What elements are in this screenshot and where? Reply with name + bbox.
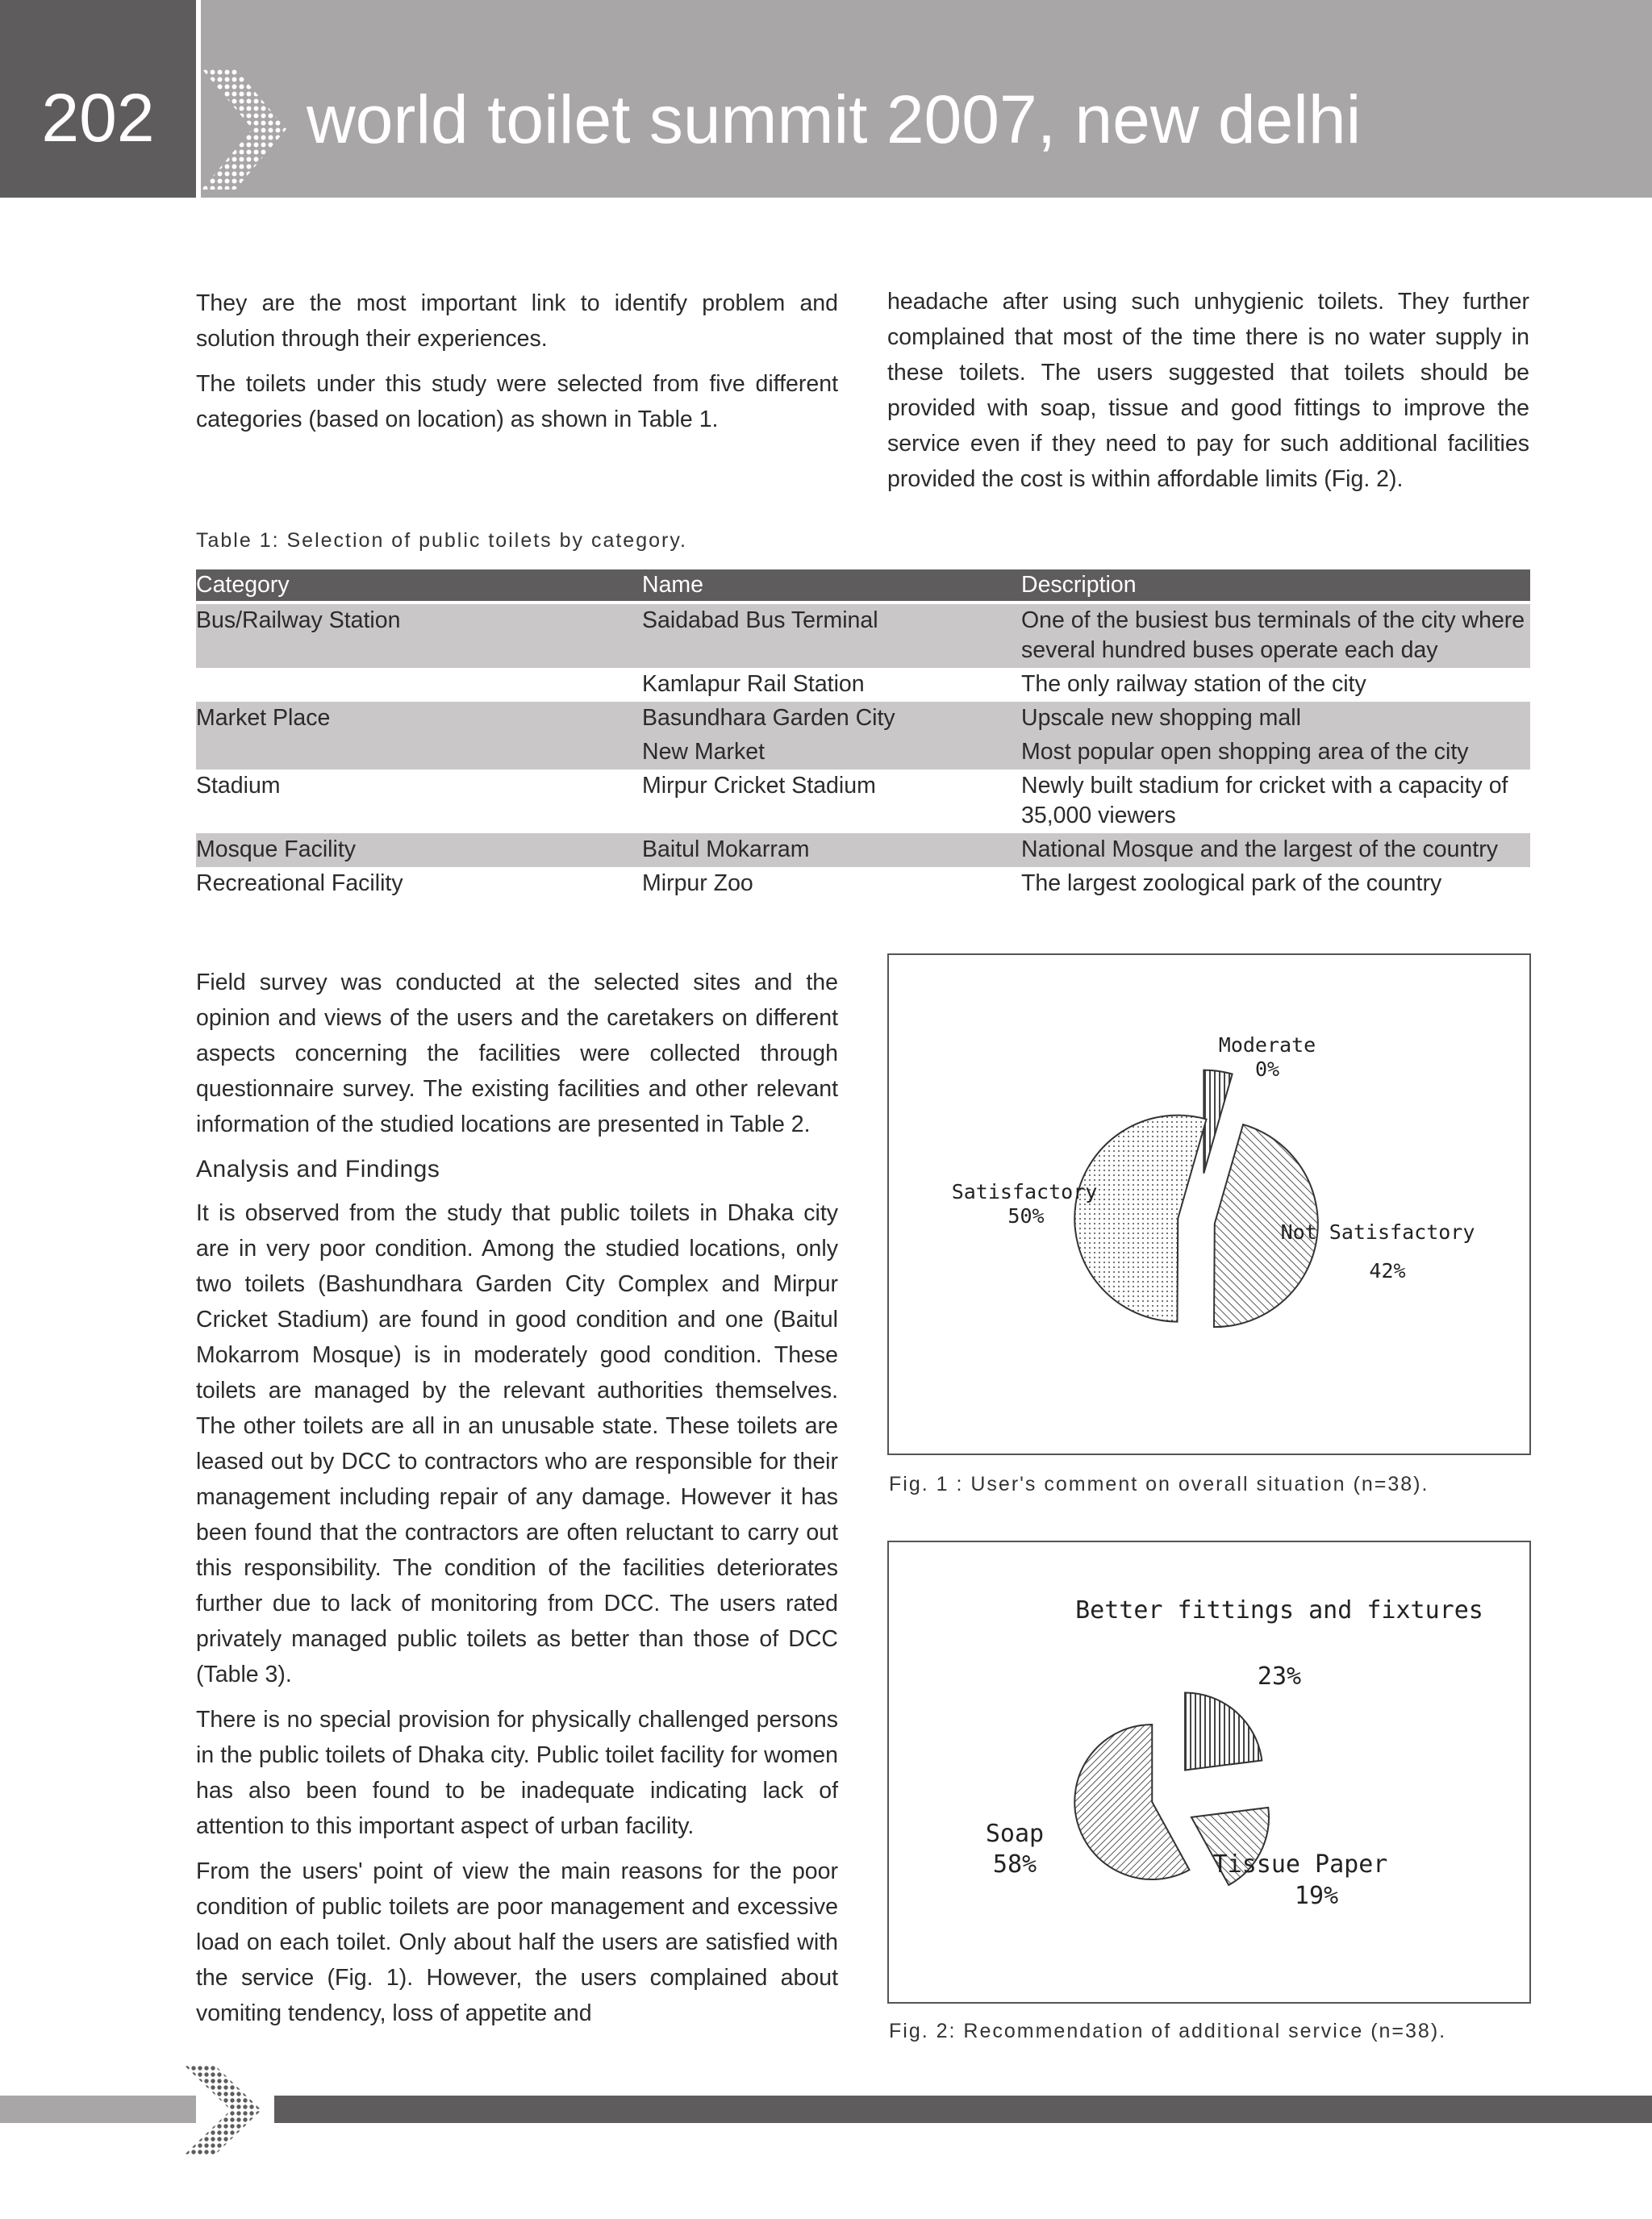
table-cell: Baitul Mokarram bbox=[642, 833, 1021, 867]
table-row bbox=[196, 668, 1530, 702]
table-cell bbox=[196, 668, 642, 702]
table-row bbox=[196, 736, 1530, 770]
slice-value-label: 23% bbox=[1257, 1662, 1302, 1691]
figure-1-frame bbox=[887, 953, 1531, 1455]
slice-label: Not Satisfactory bbox=[1280, 1220, 1475, 1244]
table-cell: Saidabad Bus Terminal bbox=[642, 603, 1021, 668]
table-row bbox=[196, 867, 1530, 901]
table-cell: National Mosque and the largest of the country bbox=[1021, 833, 1530, 867]
slice-value-label: 42% bbox=[1369, 1259, 1406, 1283]
chevron-icon bbox=[184, 2065, 265, 2155]
table-cell: Recreational Facility bbox=[196, 870, 403, 896]
figure-2-caption: Fig. 2: Recommendation of additional service (n=38). bbox=[889, 2020, 1447, 2042]
table-row bbox=[196, 833, 1530, 867]
pie-slice bbox=[1074, 1116, 1206, 1322]
body-paragraph: Field survey was conducted at the selected sites and the opinion and views of the users and the caretakers on different aspects concerning the facilities were collected through questionnaire survey. The existing facilities and other relevant information of the studied locations are presented in Table 2. bbox=[196, 970, 838, 1137]
chevron-icon bbox=[202, 69, 290, 190]
figure-2-pie-chart bbox=[889, 1542, 1529, 2002]
table-cell: One of the busiest bus terminals of the city where several hundred buses operate each day bbox=[1021, 603, 1530, 668]
table-cell: The largest zoological park of the country bbox=[1021, 870, 1442, 896]
table-cell: Bus/Railway Station bbox=[196, 603, 642, 668]
pie-slice bbox=[1204, 1070, 1232, 1174]
footer-bar-right bbox=[274, 2096, 1652, 2123]
table-cell: Kamlapur Rail Station bbox=[642, 671, 865, 697]
table-cell: Stadium bbox=[196, 773, 281, 799]
slice-label: Satisfactory bbox=[951, 1180, 1098, 1203]
page-number: 202 bbox=[41, 80, 155, 156]
figure-1-caption: Fig. 1 : User's comment on overall situation (n=38). bbox=[889, 1473, 1429, 1495]
pie-slice bbox=[1185, 1692, 1262, 1770]
slice-label: Tissue Paper bbox=[1212, 1850, 1388, 1879]
running-header-title: world toilet summit 2007, new delhi bbox=[307, 81, 1362, 157]
table-cell: Mirpur Cricket Stadium bbox=[642, 773, 876, 799]
slice-label: Soap bbox=[985, 1820, 1045, 1848]
table-cell: Market Place bbox=[196, 702, 642, 736]
table-cell: Most popular open shopping area of the city bbox=[1021, 736, 1530, 770]
table-cell: Mosque Facility bbox=[196, 833, 642, 867]
header-divider bbox=[196, 0, 201, 198]
intro-paragraph: They are the most important link to identify problem and solution through their experiences. bbox=[196, 290, 838, 352]
table-cell: Mirpur Zoo bbox=[642, 870, 753, 896]
table-header-row bbox=[196, 569, 1530, 603]
table-cell: New Market bbox=[642, 736, 1021, 770]
intro-paragraph: The toilets under this study were selected from five different categories (based on location) as shown in Table 1. bbox=[196, 371, 838, 432]
pie-slice bbox=[1074, 1725, 1189, 1879]
body-paragraph: It is observed from the study that public toilets in Dhaka city are in very poor condition. Among the studied locations, only two toilets (Bashundhara Garden City Complex and Mirpur Cricket Stadium) are found in good condition and one (Baitul Mokarrom Mosque) is in moderately good condition. These toilets are managed by the relevant authorities themselves. The other toilets are all in an unusable state. These toilets are leased out by DCC to contractors who are responsible for their management including repair of any damage. However it has been found that the contractors are often reluctant to carry out this responsibility. The condition of the facilities deteriorates further due to lack of monitoring from DCC. The users rated privately managed public toilets as better than those of DCC (Table 3). bbox=[196, 1200, 838, 1687]
table-header-cell: Description bbox=[1021, 569, 1530, 603]
table-cell bbox=[196, 736, 642, 770]
footer-bar-left bbox=[0, 2096, 196, 2123]
table-cell: Upscale new shopping mall bbox=[1021, 702, 1530, 736]
table-row bbox=[196, 770, 1530, 833]
body-left-column bbox=[196, 965, 838, 2041]
table-row bbox=[196, 702, 1530, 736]
slice-value-label: 0% bbox=[1254, 1057, 1280, 1081]
table-row bbox=[196, 603, 1530, 668]
table-header-cell: Category bbox=[196, 569, 642, 603]
section-heading: Analysis and Findings bbox=[196, 1156, 440, 1182]
intro-right-column bbox=[887, 284, 1529, 507]
figure-2-frame bbox=[887, 1541, 1531, 2004]
table-header-cell: Name bbox=[642, 569, 1021, 603]
slice-value-label: 58% bbox=[992, 1850, 1037, 1879]
selection-table bbox=[196, 569, 1530, 901]
figure-1-pie-chart bbox=[889, 955, 1529, 1454]
table-caption: Table 1: Selection of public toilets by category. bbox=[196, 529, 687, 552]
body-paragraph: There is no special provision for physically challenged persons in the public toilets of Dhaka city. Public toilet facility for women has also been found to be inadequate indicating lack of attention to this important aspect of urban facility. bbox=[196, 1707, 838, 1839]
slice-label: Moderate bbox=[1218, 1033, 1316, 1057]
slice-label: Better fittings and fixtures bbox=[1075, 1596, 1483, 1625]
table-cell: The only railway station of the city bbox=[1021, 671, 1366, 697]
slice-value-label: 19% bbox=[1294, 1882, 1339, 1910]
table-cell: Newly built stadium for cricket with a capacity of 35,000 viewers bbox=[1021, 773, 1508, 828]
intro-left-column bbox=[196, 286, 838, 447]
body-paragraph: From the users' point of view the main reasons for the poor condition of public toilets are poor management and excessive load on each toilet. Only about half the users are satisfied with the service (Fig. 1). However, the users complained about vomiting tendency, loss of appetite and bbox=[196, 1858, 838, 2026]
table-cell: Basundhara Garden City bbox=[642, 702, 1021, 736]
slice-value-label: 50% bbox=[1007, 1204, 1045, 1228]
intro-paragraph: headache after using such unhygienic toilets. They further complained that most of the time there is no water supply in these toilets. The users suggested that toilets should be provided with soap, tissue and good fittings to improve the service even if they need to pay for such additional facilities provided the cost is within affordable limits (Fig. 2). bbox=[887, 289, 1529, 492]
